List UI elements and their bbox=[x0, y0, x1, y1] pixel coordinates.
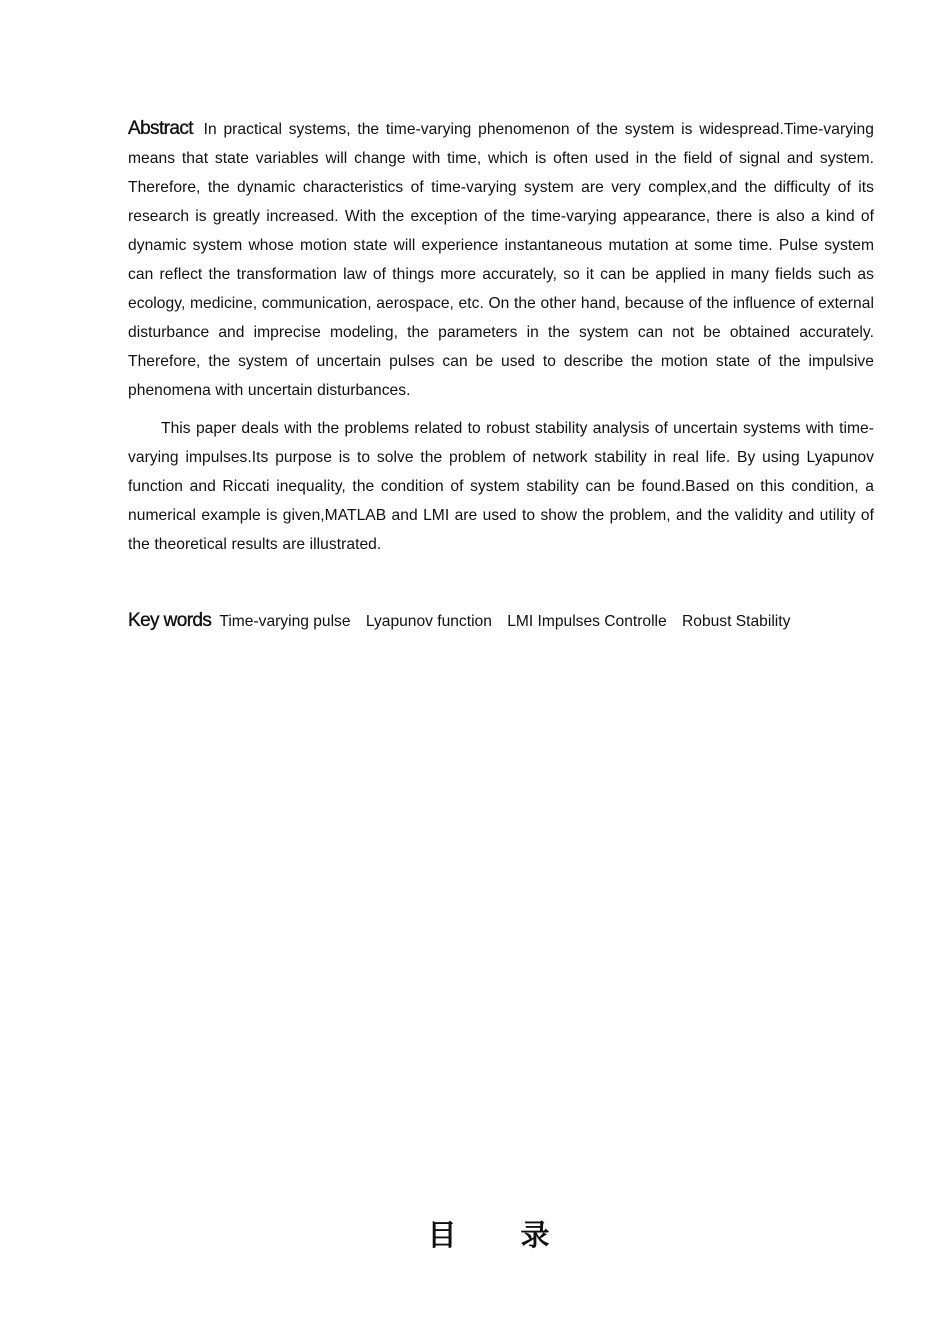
abstract-section bbox=[128, 114, 874, 559]
keyword-item: Lyapunov function bbox=[365, 613, 492, 630]
keyword-item: LMI Impulses Controlle bbox=[507, 613, 667, 630]
keyword-item: Time-varying pulse bbox=[219, 613, 351, 630]
abstract-paragraph-2: This paper deals with the problems related to robust stability analysis of uncertain systems with time-varying impulses.Its purpose is to solve the problem of network stability in real life. By using Lyapunov function and Riccati inequality, the condition of system stability can be found.Based on this condition, a numerical example is given,MATLAB and LMI are used to show the problem, and the validity and utility of the theoretical results are illustrated. bbox=[128, 420, 874, 553]
keywords-line bbox=[128, 606, 874, 636]
abstract-paragraph-1-text: In practical systems, the time-varying phenomenon of the system is widespread.Time-varying means that state variables will change with time, which is often used in the field of signal and system. Therefore, the dynamic characteristics of time-varying system are very complex,and the difficulty of its research is greatly increased. With the exception of the time-varying appearance, there is also a kind of dynamic system whose motion state will experience instantaneous mutation at some time. Pulse system can reflect the transformation law of things more accurately, so it can be applied in many fields such as ecology, medicine, communication, aerospace, etc. On the other hand, because of the influence of external disturbance and imprecise modeling, the parameters in the system can not be obtained accurately. Therefore, the system of uncertain pulses can be used to describe the motion state of the impulsive phenomena with uncertain disturbances. bbox=[128, 121, 874, 399]
abstract-label: Abstract bbox=[128, 118, 193, 139]
toc-title: 目 录 bbox=[427, 1218, 577, 1252]
keyword-item: Robust Stability bbox=[682, 613, 791, 630]
keywords-label: Key words bbox=[128, 610, 212, 631]
abstract-paragraph-1 bbox=[128, 114, 874, 405]
